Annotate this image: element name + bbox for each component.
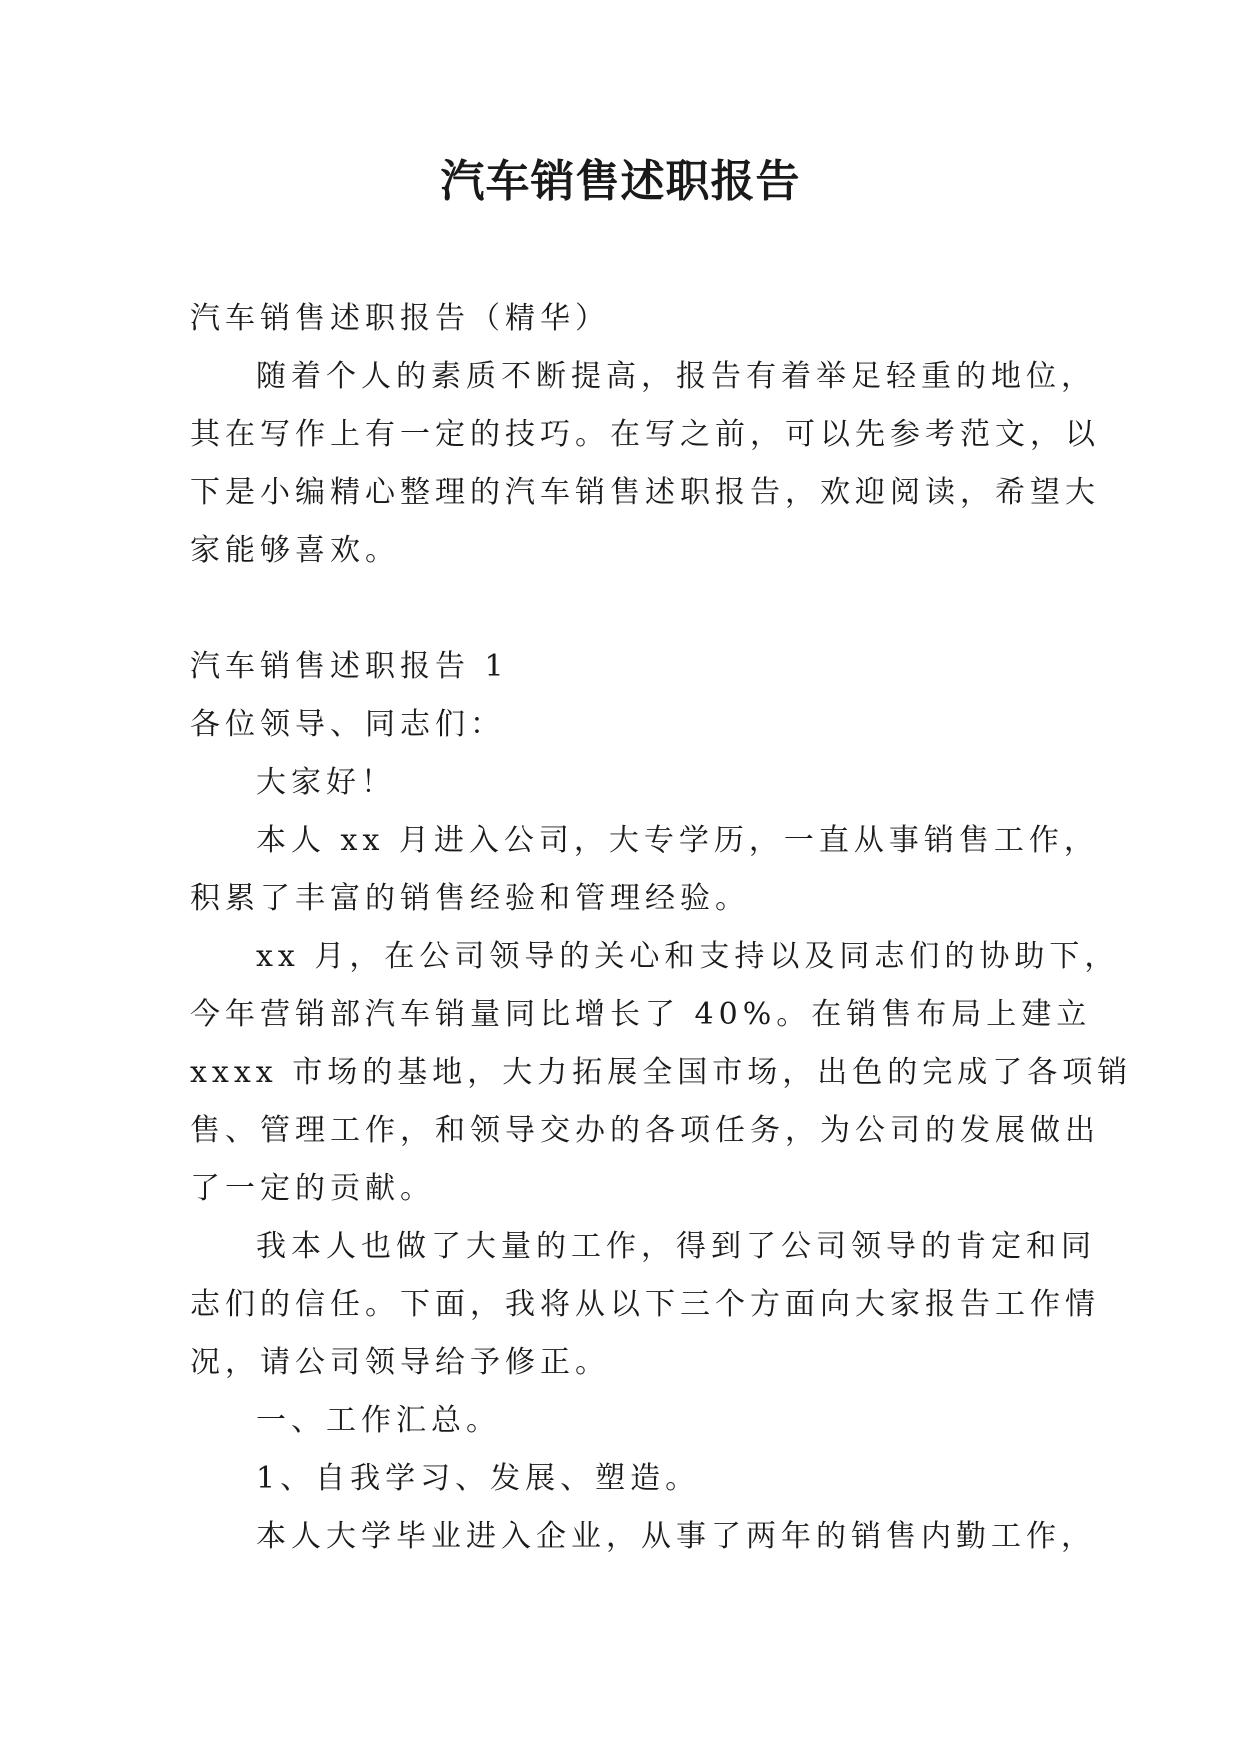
text-line: 了一定的贡献。 xyxy=(190,1171,435,1206)
document-body xyxy=(190,290,1133,1566)
text-line: xx 月，在公司领导的关心和支持以及同志们的协助下， xyxy=(256,939,1120,974)
text-line: xxxx 市场的基地，大力拓展全国市场，出色的完成了各项销 xyxy=(190,1055,1133,1090)
paragraph-spacer xyxy=(190,580,1070,638)
text-line: 今年营销部汽车销量同比增长了 40%。在销售布局上建立 xyxy=(190,997,1092,1032)
text-line: 本人大学毕业进入企业，从事了两年的销售内勤工作， xyxy=(256,1519,1096,1554)
text-line: 积累了丰富的销售经验和管理经验。 xyxy=(190,881,750,916)
document-title: 汽车销售述职报告 xyxy=(440,156,801,207)
text-line: 汽车销售述职报告（精华） xyxy=(190,301,610,336)
text-line: 我本人也做了大量的工作，得到了公司领导的肯定和同 xyxy=(256,1229,1096,1264)
text-line: 本人 xx 月进入公司，大专学历，一直从事销售工作， xyxy=(256,823,1099,858)
text-line: 1、自我学习、发展、塑造。 xyxy=(256,1461,701,1496)
text-line: 一、工作汇总。 xyxy=(256,1403,501,1438)
text-line: 下是小编精心整理的汽车销售述职报告，欢迎阅读，希望大 xyxy=(190,475,1100,510)
text-line: 况，请公司领导给予修正。 xyxy=(190,1345,610,1380)
text-line: 各位领导、同志们： xyxy=(190,707,505,742)
text-line: 售、管理工作，和领导交办的各项任务，为公司的发展做出 xyxy=(190,1113,1100,1148)
text-line: 志们的信任。下面，我将从以下三个方面向大家报告工作情 xyxy=(190,1287,1100,1322)
text-line: 家能够喜欢。 xyxy=(190,533,400,568)
text-line: 其在写作上有一定的技巧。在写之前，可以先参考范文，以 xyxy=(190,417,1100,452)
text-line: 大家好！ xyxy=(256,765,396,800)
text-line: 汽车销售述职报告 1 xyxy=(190,649,509,684)
text-line: 随着个人的素质不断提高，报告有着举足轻重的地位， xyxy=(256,359,1096,394)
